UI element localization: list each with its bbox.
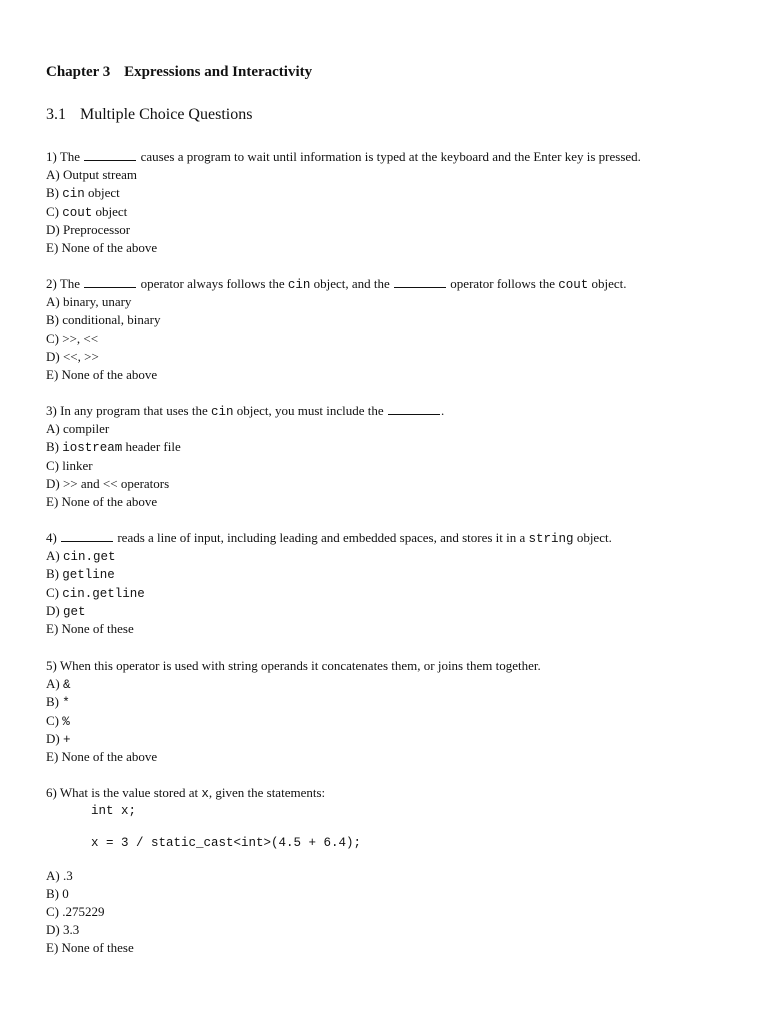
question-6-text: 6) What is the value stored at [46,785,202,800]
question-3-option-b [46,438,746,456]
question-6-option-b: B) 0 [46,885,69,901]
question-3-option-c: C) linker [46,457,93,473]
option-code: getline [62,568,115,583]
question-2-option-c: C) >>, << [46,330,99,346]
question-3 [46,402,746,511]
question-5-option-c [46,712,746,730]
option-code: & [62,678,71,693]
question-5-option-d [46,730,746,748]
option-letter: C) [46,203,63,219]
question-6 [46,784,746,958]
document-page [46,0,746,1024]
question-2-stem [46,275,746,293]
question-6-option-d: D) 3.3 [46,922,80,938]
question-3-code: cin [210,405,234,419]
option-code: cin.get [62,550,116,565]
question-6-option-c: C) .275229 [46,903,105,919]
section-number: 3.1 [46,106,66,123]
question-6-code: x [201,787,209,801]
question-3-option-a: A) compiler [46,421,110,437]
question-3-stem [46,402,746,420]
question-1-suffix: causes a program to wait until information is typed at the keyboard and the Enter key is pressed. [140,149,641,164]
question-2-option-e: E) None of the above [46,366,158,382]
option-code: get [62,604,86,619]
question-1-option-c [46,203,746,221]
chapter-heading [46,64,312,81]
question-3-text: object, you must include the [233,403,384,418]
chapter-title: Expressions and Interactivity [124,64,313,80]
option-text: header file [122,439,181,455]
question-4-option-e: E) None of these [46,620,134,636]
question-1-stem [46,148,746,166]
question-1-option-e: E) None of the above [46,239,158,255]
option-letter: B) [46,439,63,455]
question-4-code: string [528,532,574,546]
question-4-text: 4) [46,530,57,545]
question-1 [46,148,746,257]
question-4 [46,529,746,638]
question-5-stem: 5) When this operator is used with string operands it concatenates them, or joins them together. [46,658,541,673]
section-title: Multiple Choice Questions [80,106,253,123]
question-3-option-d: D) >> and << operators [46,475,170,491]
option-letter: A) [46,676,63,692]
question-2-code: cin [287,278,311,292]
option-code: cout [62,205,93,220]
answer-blank [394,277,446,288]
option-letter: B) [46,185,63,201]
code-line-declaration: int x; [91,804,137,819]
question-1-option-a: A) Output stream [46,167,137,183]
question-2 [46,275,746,384]
question-3-option-e: E) None of the above [46,493,158,509]
question-2-text: object. [588,276,627,291]
option-code: cin [62,187,85,202]
question-6-stem [46,784,746,802]
question-3-text: 3) In any program that uses the [46,403,211,418]
question-5-option-e: E) None of the above [46,748,158,764]
option-code: * [62,696,70,711]
option-code: cin.getline [62,586,145,601]
answer-blank [84,277,136,288]
question-1-prefix: 1) The [46,149,81,164]
option-code: + [62,732,71,747]
question-2-code: cout [558,278,589,292]
question-1-option-b [46,184,746,202]
option-letter: C) [46,712,63,728]
answer-blank [61,531,113,542]
question-6-option-e: E) None of these [46,940,134,956]
question-2-text: operator always follows the [140,276,288,291]
question-2-option-a: A) binary, unary [46,294,132,310]
question-4-option-a [46,547,746,565]
question-6-option-a: A) .3 [46,867,73,883]
option-code: iostream [62,441,123,456]
question-4-option-b [46,565,746,583]
option-letter: D) [46,730,63,746]
question-4-option-c [46,584,746,602]
code-line-assignment: x = 3 / static_cast<int>(4.5 + 6.4); [91,836,362,851]
question-6-text: , given the statements: [208,785,326,800]
option-letter: B) [46,694,63,710]
option-letter: C) [46,584,63,600]
option-letter: D) [46,602,63,618]
question-2-text: operator follows the [450,276,559,291]
option-text: object [92,203,128,219]
question-4-option-d [46,602,746,620]
question-4-text: object. [573,530,612,545]
question-3-text: . [440,403,445,418]
option-text: object [84,185,120,201]
question-5-option-b [46,693,746,711]
section-heading [46,106,252,124]
option-letter: A) [46,548,63,564]
option-code: % [62,714,70,729]
question-2-option-d: D) <<, >> [46,348,99,364]
question-4-stem [46,529,746,547]
question-2-text: object, and the [310,276,390,291]
question-2-prefix: 2) The [46,276,81,291]
question-5 [46,657,746,766]
question-5-option-a [46,675,746,693]
question-4-text: reads a line of input, including leading and embedded spaces, and stores it in a [117,530,529,545]
chapter-number: Chapter 3 [46,64,111,80]
option-letter: B) [46,566,63,582]
answer-blank [388,404,440,415]
question-1-option-d: D) Preprocessor [46,221,131,237]
question-2-option-b: B) conditional, binary [46,312,161,328]
answer-blank [84,150,136,161]
